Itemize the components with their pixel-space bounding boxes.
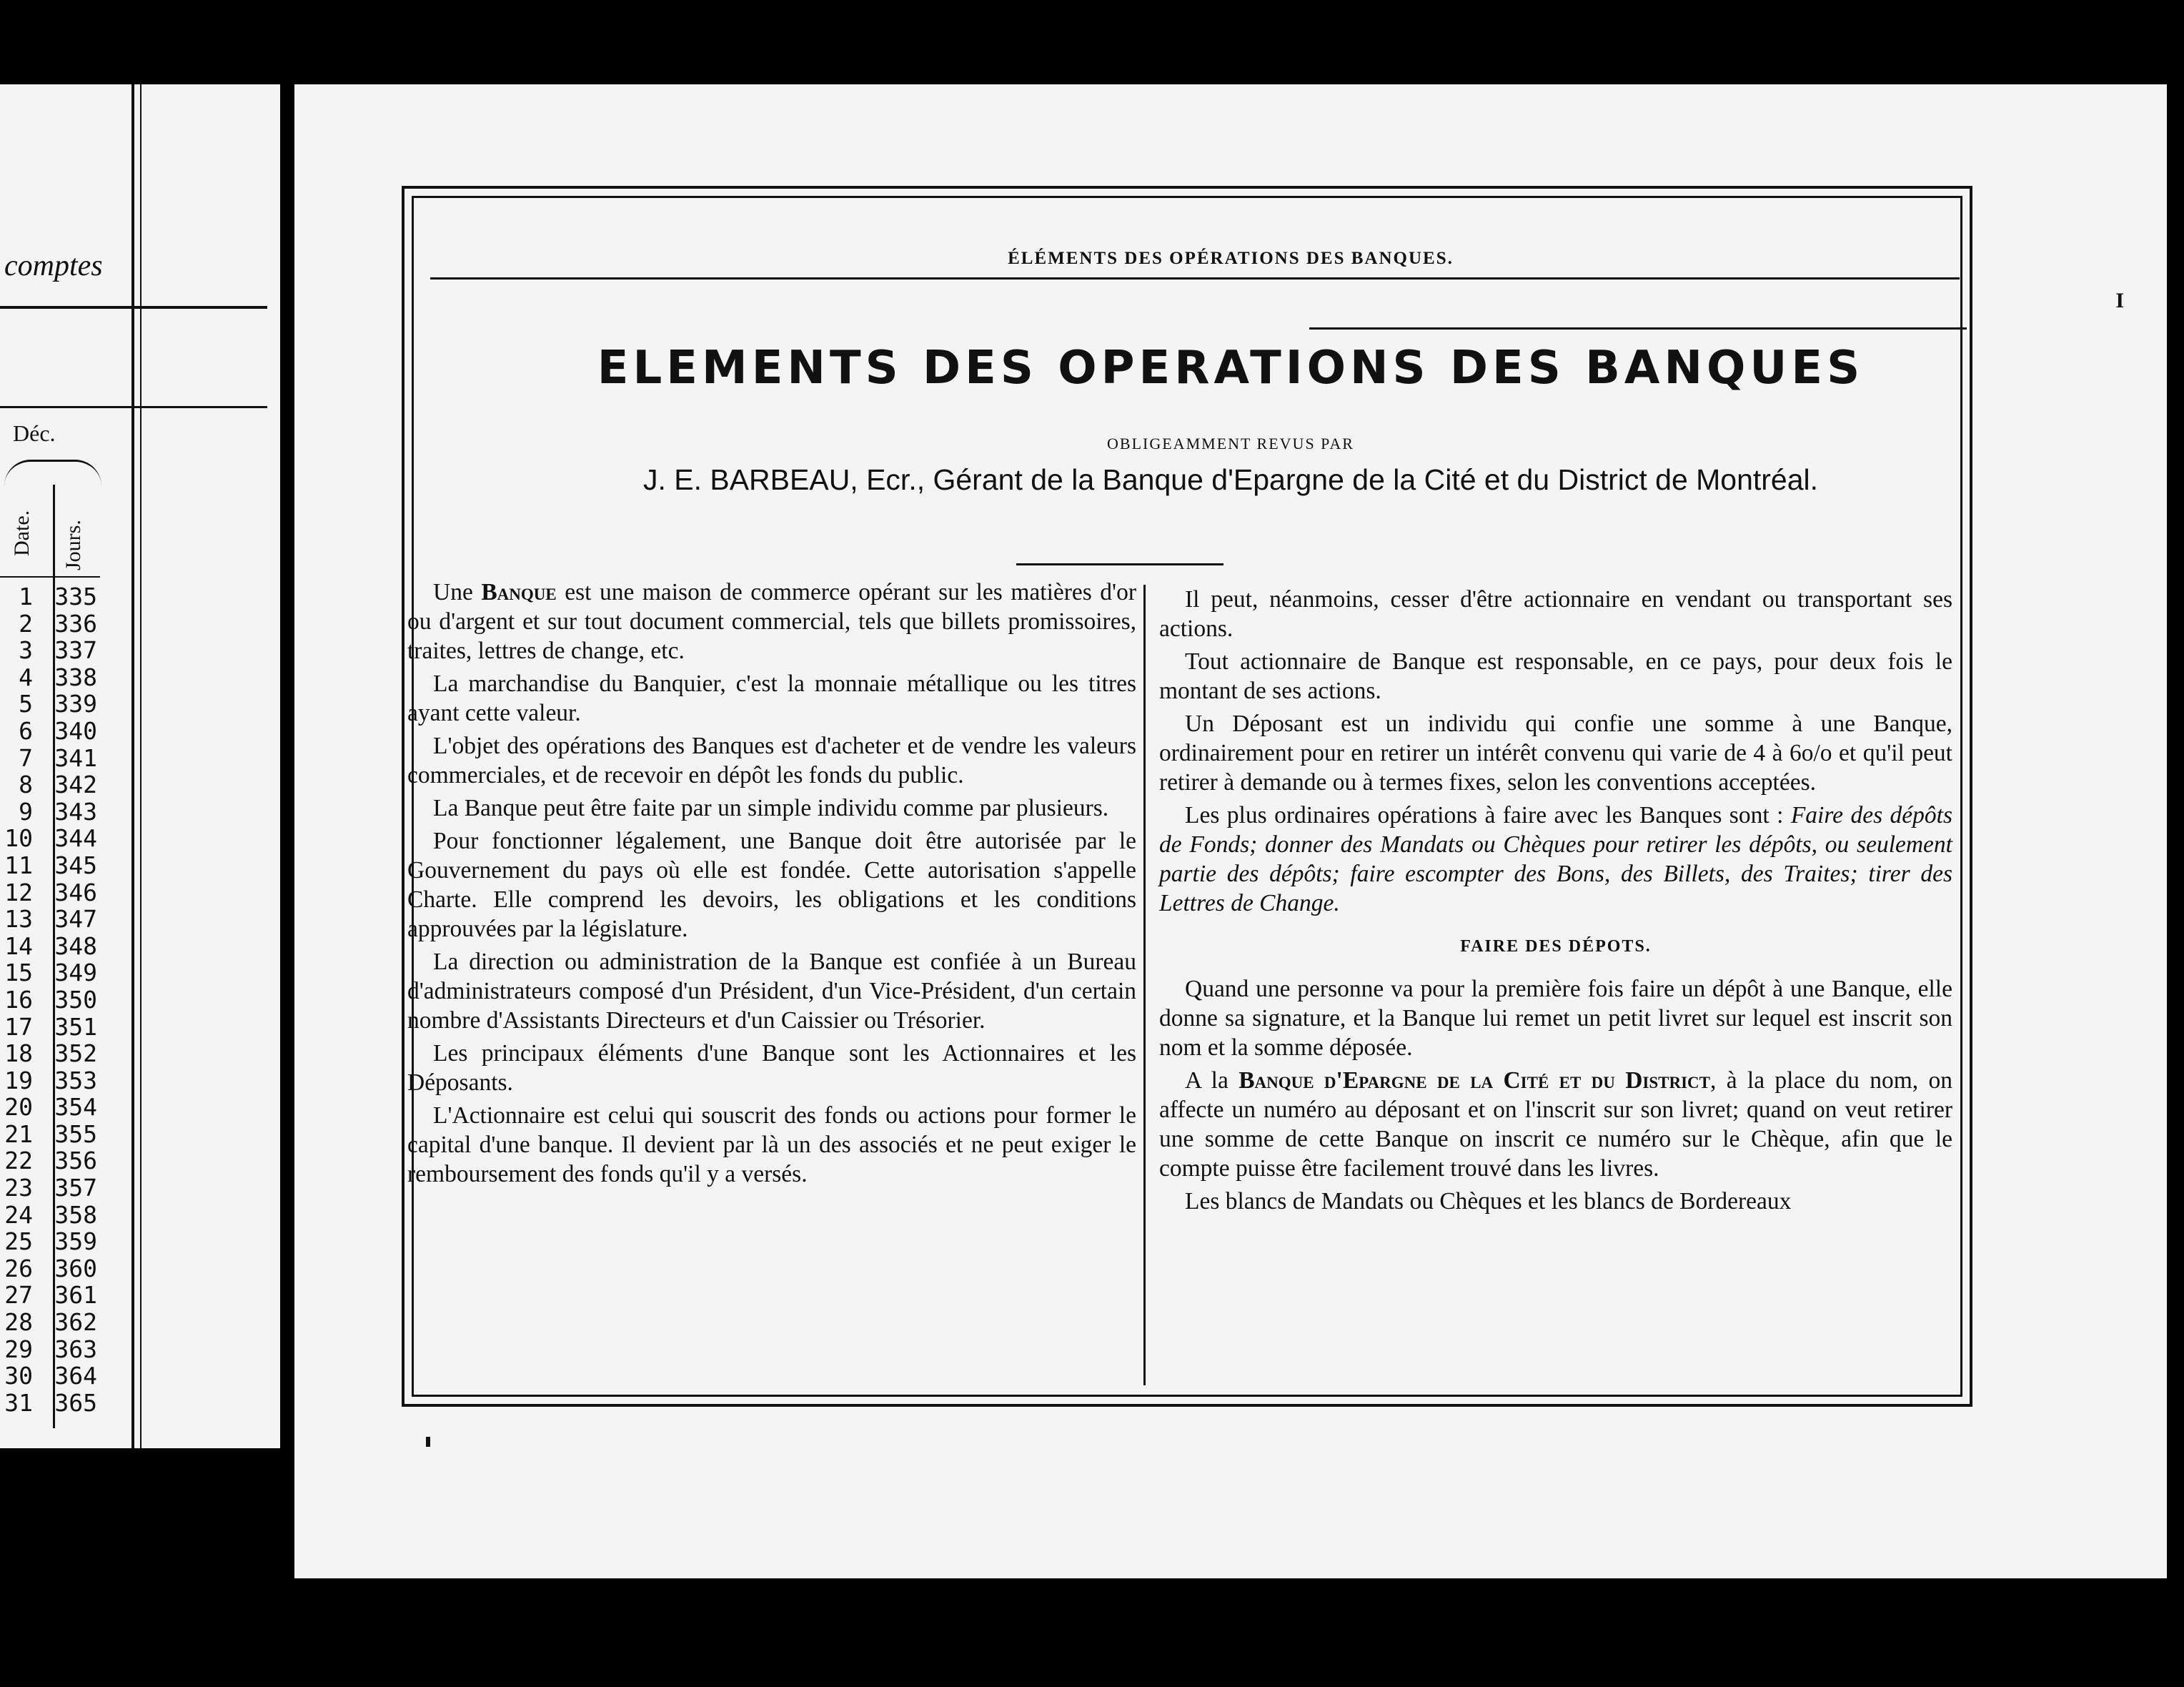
paragraph: Tout actionnaire de Banque est responsable, en ce pays, pour deux fois le montant de ses actions. — [1159, 648, 1952, 704]
scan-mark — [426, 1437, 430, 1447]
paragraph: Pour fonctionner légalement, une Banque doit être autorisée par le Gouvernement du pays où elle est fondée. Cette autorisation s'appelle Charte. Elle comprend les devoirs, les obligations et les conditions approuvées par la législature. — [407, 828, 1136, 942]
table-row — [0, 798, 100, 826]
jours-cell: 346 — [54, 878, 97, 906]
date-cell: 24 — [4, 1200, 33, 1229]
paragraph: La marchandise du Banquier, c'est la monnaie métallique ou les titres ayant cette valeur. — [407, 671, 1136, 726]
jours-cell: 363 — [54, 1335, 97, 1363]
table-row — [0, 1094, 100, 1121]
table-row — [0, 1390, 100, 1417]
date-cell: 1 — [19, 583, 33, 610]
table-row — [0, 1228, 100, 1255]
jours-cell: 359 — [54, 1227, 97, 1256]
paragraph: A la Banque d'Epargne de la Cité et du District, à la place du nom, on affecte un numéro au déposant et on l'inscrit sur son livret; quand on veut retirer une somme de cette Banque on inscrit ce numéro sur le Chèque, afin que le compte puisse être facilement trouvé dans les livres. — [1159, 1067, 1952, 1182]
col-date-header: Date. — [10, 510, 34, 556]
date-cell: 2 — [19, 609, 33, 638]
date-cell: 12 — [4, 878, 33, 906]
left-heading: comptes — [4, 249, 103, 282]
table-row — [0, 1014, 100, 1041]
table-row — [0, 1362, 100, 1390]
col-jours-header: Jours. — [61, 520, 85, 570]
left-rule-top — [0, 306, 267, 309]
month-brace — [4, 460, 101, 486]
jours-cell: 345 — [54, 851, 97, 879]
table-row — [0, 1336, 100, 1363]
column-separator — [1143, 585, 1146, 1385]
page-author: J. E. BARBEAU, Ecr., Gérant de la Banque d'Epargne de la Cité et du District de Montréal. — [642, 463, 1819, 496]
date-cell: 22 — [4, 1147, 33, 1175]
table-row — [0, 959, 100, 986]
jours-cell: 335 — [54, 583, 97, 610]
main-page — [294, 84, 2167, 1578]
table-row — [0, 933, 100, 960]
jours-cell: 343 — [54, 797, 97, 826]
jours-cell: 365 — [54, 1388, 97, 1417]
date-cell: 9 — [19, 797, 33, 826]
date-cell: 14 — [4, 931, 33, 960]
jours-cell: 350 — [54, 985, 97, 1014]
jours-cell: 344 — [54, 824, 97, 853]
section-heading: FAIRE DES DÉPOTS. — [1460, 937, 1652, 956]
date-cell: 31 — [4, 1388, 33, 1417]
jours-cell: 355 — [54, 1119, 97, 1148]
date-cell: 15 — [4, 959, 33, 987]
left-rule-header — [0, 406, 267, 408]
paragraph: Les blancs de Mandats ou Chèques et les blancs de Bordereaux — [1185, 1188, 1792, 1214]
jours-cell: 348 — [54, 931, 97, 960]
date-cell: 3 — [19, 636, 33, 665]
date-cell: 17 — [4, 1012, 33, 1041]
table-row — [0, 1202, 100, 1229]
jours-cell: 336 — [54, 609, 97, 638]
left-page-border-inner — [140, 84, 142, 1448]
table-row — [0, 852, 100, 879]
running-head: ÉLÉMENTS DES OPÉRATIONS DES BANQUES. — [1008, 249, 1454, 268]
table-row — [0, 610, 100, 638]
table-row — [0, 745, 100, 772]
table-row — [0, 583, 100, 610]
jours-cell: 361 — [54, 1281, 97, 1310]
jours-cell: 347 — [54, 905, 97, 934]
jours-cell: 360 — [54, 1254, 97, 1282]
left-page — [0, 84, 280, 1448]
table-row — [0, 906, 100, 933]
page-number: I — [2115, 289, 2124, 312]
text-column-1 — [407, 578, 1136, 1192]
jours-cell: 364 — [54, 1362, 97, 1390]
jours-cell: 342 — [54, 771, 97, 799]
table-row — [0, 1040, 100, 1067]
date-cell: 20 — [4, 1093, 33, 1122]
jours-cell: 341 — [54, 743, 97, 772]
date-cell: 25 — [4, 1227, 33, 1256]
jours-cell: 354 — [54, 1093, 97, 1122]
date-cell: 29 — [4, 1335, 33, 1363]
date-cell: 7 — [19, 743, 33, 772]
paragraph: Un Déposant est un individu qui confie une somme à une Banque, ordinairement pour en retirer un intérêt convenu qui varie de 4 à 6o/o et qu'il peut retirer à demande ou à termes fixes, selon les conventions acceptées. — [1159, 711, 1952, 796]
jours-cell: 351 — [54, 1012, 97, 1041]
date-cell: 5 — [19, 690, 33, 718]
date-cell: 28 — [4, 1308, 33, 1337]
paragraph: La Banque peut être faite par un simple individu comme par plusieurs. — [433, 795, 1109, 821]
paragraph: L'objet des opérations des Banques est d'acheter et de vendre les valeurs commerciales, et de recevoir en dépôt les fonds du public. — [407, 733, 1136, 788]
table-row — [0, 1282, 100, 1309]
jours-cell: 338 — [54, 663, 97, 691]
table-row — [0, 986, 100, 1014]
paragraph: Il peut, néanmoins, cesser d'être actionnaire en vendant ou transportant ses actions. — [1159, 586, 1952, 642]
jours-cell: 337 — [54, 636, 97, 665]
table-row — [0, 1255, 100, 1282]
table-row — [0, 718, 100, 745]
table-row — [0, 879, 100, 906]
text-column-2 — [1159, 585, 1952, 1220]
table-row — [0, 825, 100, 852]
jours-cell: 340 — [54, 716, 97, 745]
table-row — [0, 691, 100, 718]
date-cell: 19 — [4, 1066, 33, 1094]
date-cell: 30 — [4, 1362, 33, 1390]
paragraph: La direction ou administration de la Banque est confiée à un Bureau d'administrateurs composé d'un Président, d'un Vice-Président, d'un certain nombre d'Assistants Directeurs et d'un Caissier ou Trésorier. — [407, 949, 1136, 1034]
date-cell: 8 — [19, 771, 33, 799]
days-table — [0, 583, 100, 1416]
date-cell: 16 — [4, 985, 33, 1014]
table-row — [0, 1067, 100, 1094]
table-row — [0, 1121, 100, 1148]
title-rule — [1016, 563, 1223, 565]
paragraph: Les principaux éléments d'une Banque sont les Actionnaires et les Déposants. — [407, 1040, 1136, 1096]
table-row — [0, 637, 100, 664]
date-cell: 26 — [4, 1254, 33, 1282]
paragraph: Les plus ordinaires opérations à faire avec les Banques sont : Faire des dépôts de Fonds; donner des Mandats ou Chèques pour retirer les dépôts, ou seulement partie des dépôts; faire escompter des Bons, des Billets, des Traites; tirer des Lettres de Change. — [1159, 802, 1953, 916]
left-rule-table-top — [0, 576, 100, 578]
date-cell: 10 — [4, 824, 33, 853]
table-row — [0, 1174, 100, 1202]
jours-cell: 353 — [54, 1066, 97, 1094]
jours-cell: 362 — [54, 1308, 97, 1337]
jours-cell: 356 — [54, 1147, 97, 1175]
jours-cell: 339 — [54, 690, 97, 718]
date-cell: 21 — [4, 1119, 33, 1148]
jours-cell: 358 — [54, 1200, 97, 1229]
table-row — [0, 664, 100, 691]
running-head-rule — [430, 277, 1960, 279]
page-number-rule — [1309, 327, 1967, 330]
date-cell: 4 — [19, 663, 33, 691]
paragraph: Quand une personne va pour la première fois faire un dépôt à une Banque, elle donne sa signature, et la Banque lui remet un petit livret sur lequel est inscrit son nom et la somme déposée. — [1159, 976, 1952, 1061]
table-row — [0, 771, 100, 798]
date-cell: 11 — [4, 851, 33, 879]
table-row — [0, 1309, 100, 1336]
paragraph: L'Actionnaire est celui qui souscrit des fonds ou actions pour former le capital d'une banque. Il devient par là un des associés et ne peut exiger le remboursement des fonds qu'il y a versés. — [407, 1102, 1136, 1187]
month-label: Déc. — [13, 420, 56, 446]
date-cell: 27 — [4, 1281, 33, 1310]
date-cell: 6 — [19, 716, 33, 745]
date-cell: 23 — [4, 1174, 33, 1202]
jours-cell: 352 — [54, 1039, 97, 1068]
paragraph: Une Banque est une maison de commerce opérant sur les matières d'or ou d'argent et sur tout document commercial, tels que billets promissoires, traites, lettres de change, etc. — [407, 579, 1137, 664]
jours-cell: 357 — [54, 1174, 97, 1202]
table-row — [0, 1147, 100, 1174]
page-title: ELEMENTS DES OPERATIONS DES BANQUES — [597, 342, 1865, 395]
page-subtitle: OBLIGEAMMENT REVUS PAR — [1107, 435, 1354, 452]
date-cell: 13 — [4, 905, 33, 934]
left-page-border-outer — [131, 84, 134, 1448]
date-cell: 18 — [4, 1039, 33, 1068]
jours-cell: 349 — [54, 959, 97, 987]
